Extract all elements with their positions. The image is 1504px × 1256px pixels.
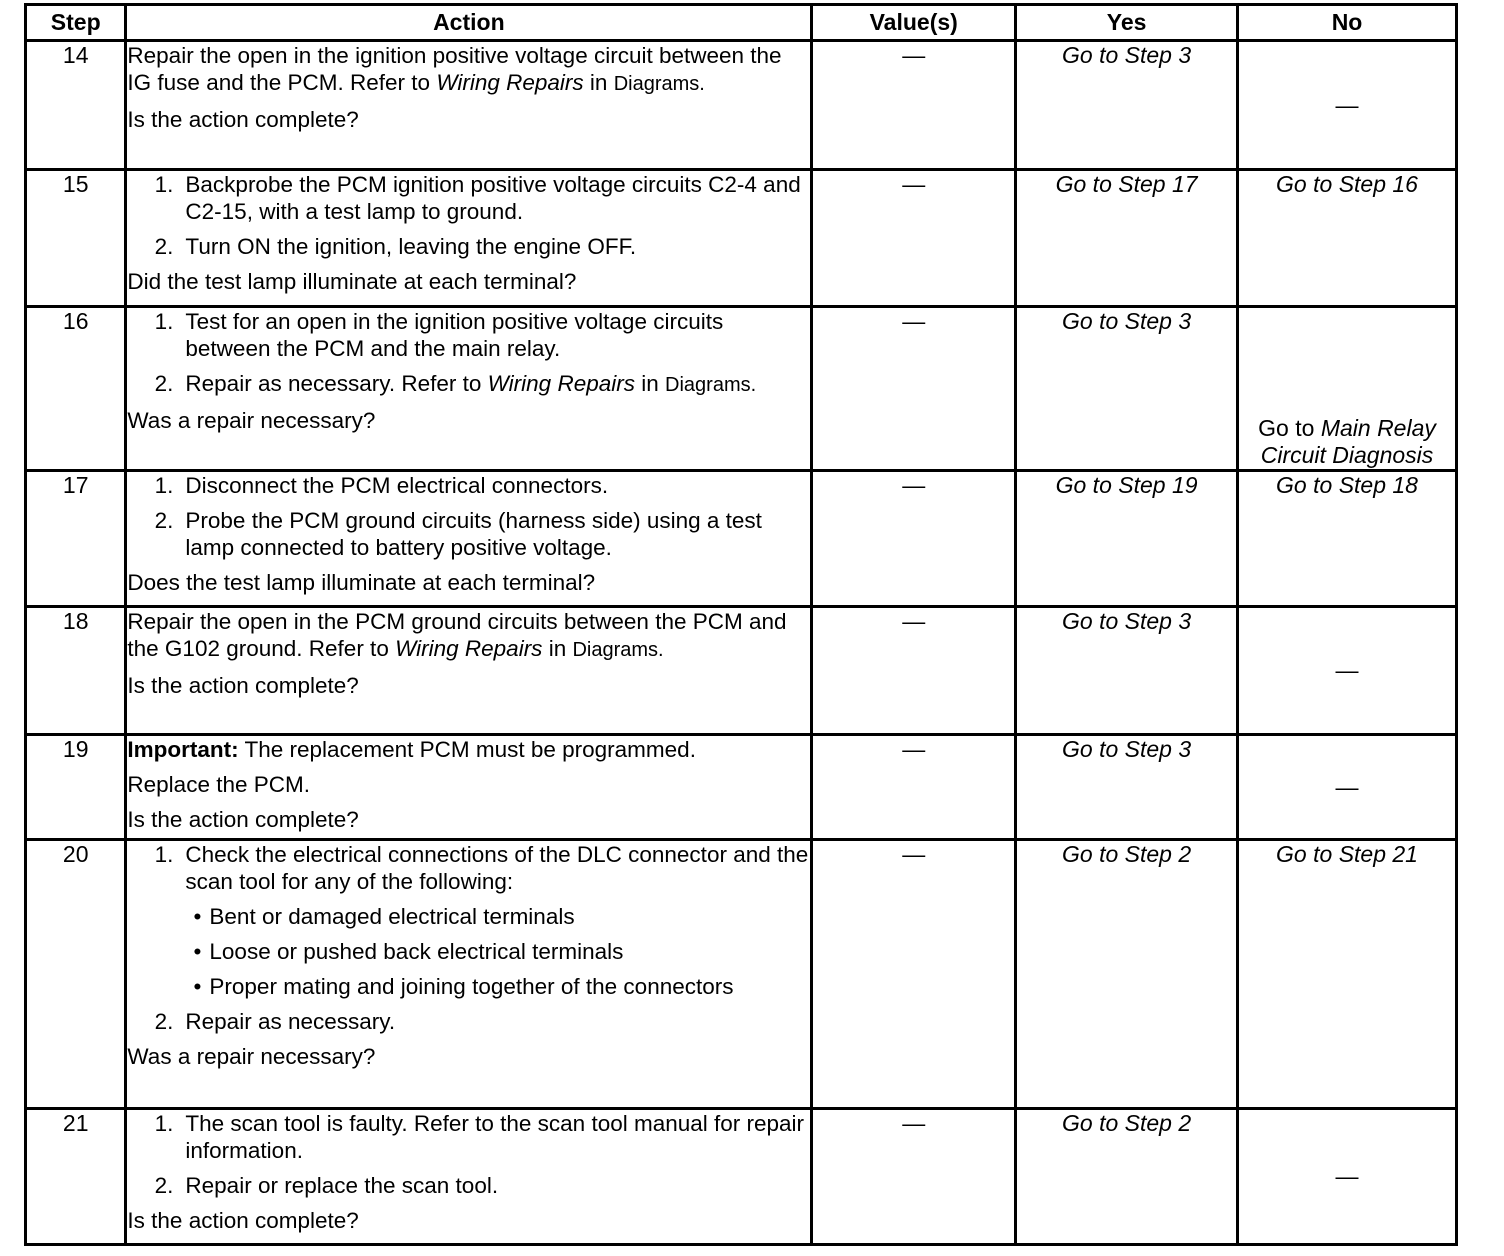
dash-mark: — bbox=[902, 1110, 926, 1136]
action-cell bbox=[126, 41, 812, 170]
header-values: Value(s) bbox=[812, 5, 1016, 41]
yes-cell: Go to Step 19 bbox=[1016, 471, 1238, 607]
step-number: 16 bbox=[26, 307, 126, 471]
action-question: Is the action complete? bbox=[127, 673, 359, 698]
no-cell: Go to Main Relay Circuit Diagnosis bbox=[1238, 307, 1457, 471]
list-item: 1. Backprobe the PCM ignition positive voltage circuits C2-4 and C2-15, with a test lamp to ground. bbox=[154, 172, 801, 224]
yes-cell: Go to Step 3 bbox=[1016, 735, 1238, 840]
action-cell bbox=[126, 471, 812, 607]
step-number: 15 bbox=[26, 170, 126, 307]
header-action: Action bbox=[126, 5, 812, 41]
value-cell bbox=[812, 840, 1016, 1109]
action-cell bbox=[126, 607, 812, 735]
list-item: 2. Probe the PCM ground circuits (harness side) using a test lamp connected to battery positive voltage. bbox=[154, 508, 762, 560]
list-item: 2. Repair as necessary. Refer to Wiring Repairs in Diagrams. bbox=[154, 371, 757, 396]
table-row bbox=[26, 735, 1457, 840]
table-row bbox=[26, 307, 1457, 471]
step-number: 14 bbox=[26, 41, 126, 170]
no-cell bbox=[1238, 735, 1457, 840]
header-no: No bbox=[1238, 5, 1457, 41]
list-item: 1. Check the electrical connections of the DLC connector and the scan tool for any of the following: bbox=[154, 842, 809, 894]
list-item: 2. Repair or replace the scan tool. bbox=[154, 1173, 499, 1198]
action-text: Repair the open in the PCM ground circuits between the PCM and the G102 ground. Refer to Wiring Repairs in Diagrams. bbox=[127, 609, 787, 661]
dash-mark: — bbox=[1335, 657, 1359, 683]
action-text: Repair the open in the ignition positive voltage circuit between the IG fuse and the PCM. Refer to Wiring Repairs in Diagrams. bbox=[127, 43, 782, 95]
step-number: 20 bbox=[26, 840, 126, 1109]
table-row bbox=[26, 607, 1457, 735]
table-row bbox=[26, 840, 1457, 1109]
dash-mark: — bbox=[902, 736, 926, 762]
action-question: Is the action complete? bbox=[127, 107, 359, 132]
value-cell bbox=[812, 607, 1016, 735]
step-number: 18 bbox=[26, 607, 126, 735]
bullet-item: • Bent or damaged electrical terminals bbox=[193, 904, 575, 929]
dash-mark: — bbox=[902, 472, 926, 498]
action-question: Was a repair necessary? bbox=[127, 1044, 376, 1069]
dash-mark: — bbox=[902, 308, 926, 334]
table-row bbox=[26, 170, 1457, 307]
step-number: 19 bbox=[26, 735, 126, 840]
dash-mark: — bbox=[1335, 91, 1359, 118]
no-cell bbox=[1238, 607, 1457, 735]
value-cell bbox=[812, 735, 1016, 840]
dash-mark: — bbox=[1335, 1163, 1359, 1189]
important-note: Important: The replacement PCM must be programmed. bbox=[127, 737, 696, 762]
action-question: Is the action complete? bbox=[127, 807, 359, 832]
step-number: 17 bbox=[26, 471, 126, 607]
action-question: Was a repair necessary? bbox=[127, 408, 376, 433]
yes-cell: Go to Step 2 bbox=[1016, 1109, 1238, 1245]
no-cell bbox=[1238, 1109, 1457, 1245]
list-item: 1. Test for an open in the ignition positive voltage circuits between the PCM and the main relay. bbox=[154, 309, 724, 361]
value-cell bbox=[812, 41, 1016, 170]
table-row bbox=[26, 471, 1457, 607]
dash-mark: — bbox=[902, 42, 926, 68]
diagnostic-table bbox=[24, 3, 1458, 1246]
step-number: 21 bbox=[26, 1109, 126, 1245]
bullet-item: • Loose or pushed back electrical terminals bbox=[193, 939, 624, 964]
no-cell: Go to Step 21 bbox=[1238, 840, 1457, 1109]
no-cell bbox=[1238, 41, 1457, 170]
action-cell bbox=[126, 307, 812, 471]
action-cell bbox=[126, 170, 812, 307]
yes-cell: Go to Step 3 bbox=[1016, 307, 1238, 471]
yes-cell: Go to Step 3 bbox=[1016, 607, 1238, 735]
header-step: Step bbox=[26, 5, 126, 41]
action-text: Replace the PCM. bbox=[127, 772, 310, 797]
value-cell bbox=[812, 1109, 1016, 1245]
list-item: 2. Turn ON the ignition, leaving the engine OFF. bbox=[154, 234, 637, 259]
yes-cell: Go to Step 3 bbox=[1016, 41, 1238, 170]
dash-mark: — bbox=[902, 841, 926, 867]
no-cell: Go to Step 16 bbox=[1238, 170, 1457, 307]
list-item: 2. Repair as necessary. bbox=[154, 1009, 396, 1034]
action-question: Does the test lamp illuminate at each terminal? bbox=[127, 570, 596, 595]
yes-cell: Go to Step 2 bbox=[1016, 840, 1238, 1109]
header-row bbox=[26, 5, 1457, 41]
action-question: Is the action complete? bbox=[127, 1208, 359, 1233]
table-row bbox=[26, 41, 1457, 170]
list-item: 1. Disconnect the PCM electrical connectors. bbox=[154, 473, 609, 498]
action-cell bbox=[126, 1109, 812, 1245]
action-question: Did the test lamp illuminate at each terminal? bbox=[127, 269, 577, 294]
value-cell bbox=[812, 170, 1016, 307]
list-item: 1. The scan tool is faulty. Refer to the scan tool manual for repair information. bbox=[154, 1111, 805, 1163]
value-cell bbox=[812, 307, 1016, 471]
bullet-item: • Proper mating and joining together of the connectors bbox=[193, 974, 734, 999]
action-cell bbox=[126, 735, 812, 840]
value-cell bbox=[812, 471, 1016, 607]
dash-mark: — bbox=[1335, 773, 1359, 800]
dash-mark: — bbox=[902, 608, 926, 634]
header-yes: Yes bbox=[1016, 5, 1238, 41]
no-cell: Go to Step 18 bbox=[1238, 471, 1457, 607]
dash-mark: — bbox=[902, 171, 926, 197]
yes-cell: Go to Step 17 bbox=[1016, 170, 1238, 307]
action-cell bbox=[126, 840, 812, 1109]
table-row bbox=[26, 1109, 1457, 1245]
